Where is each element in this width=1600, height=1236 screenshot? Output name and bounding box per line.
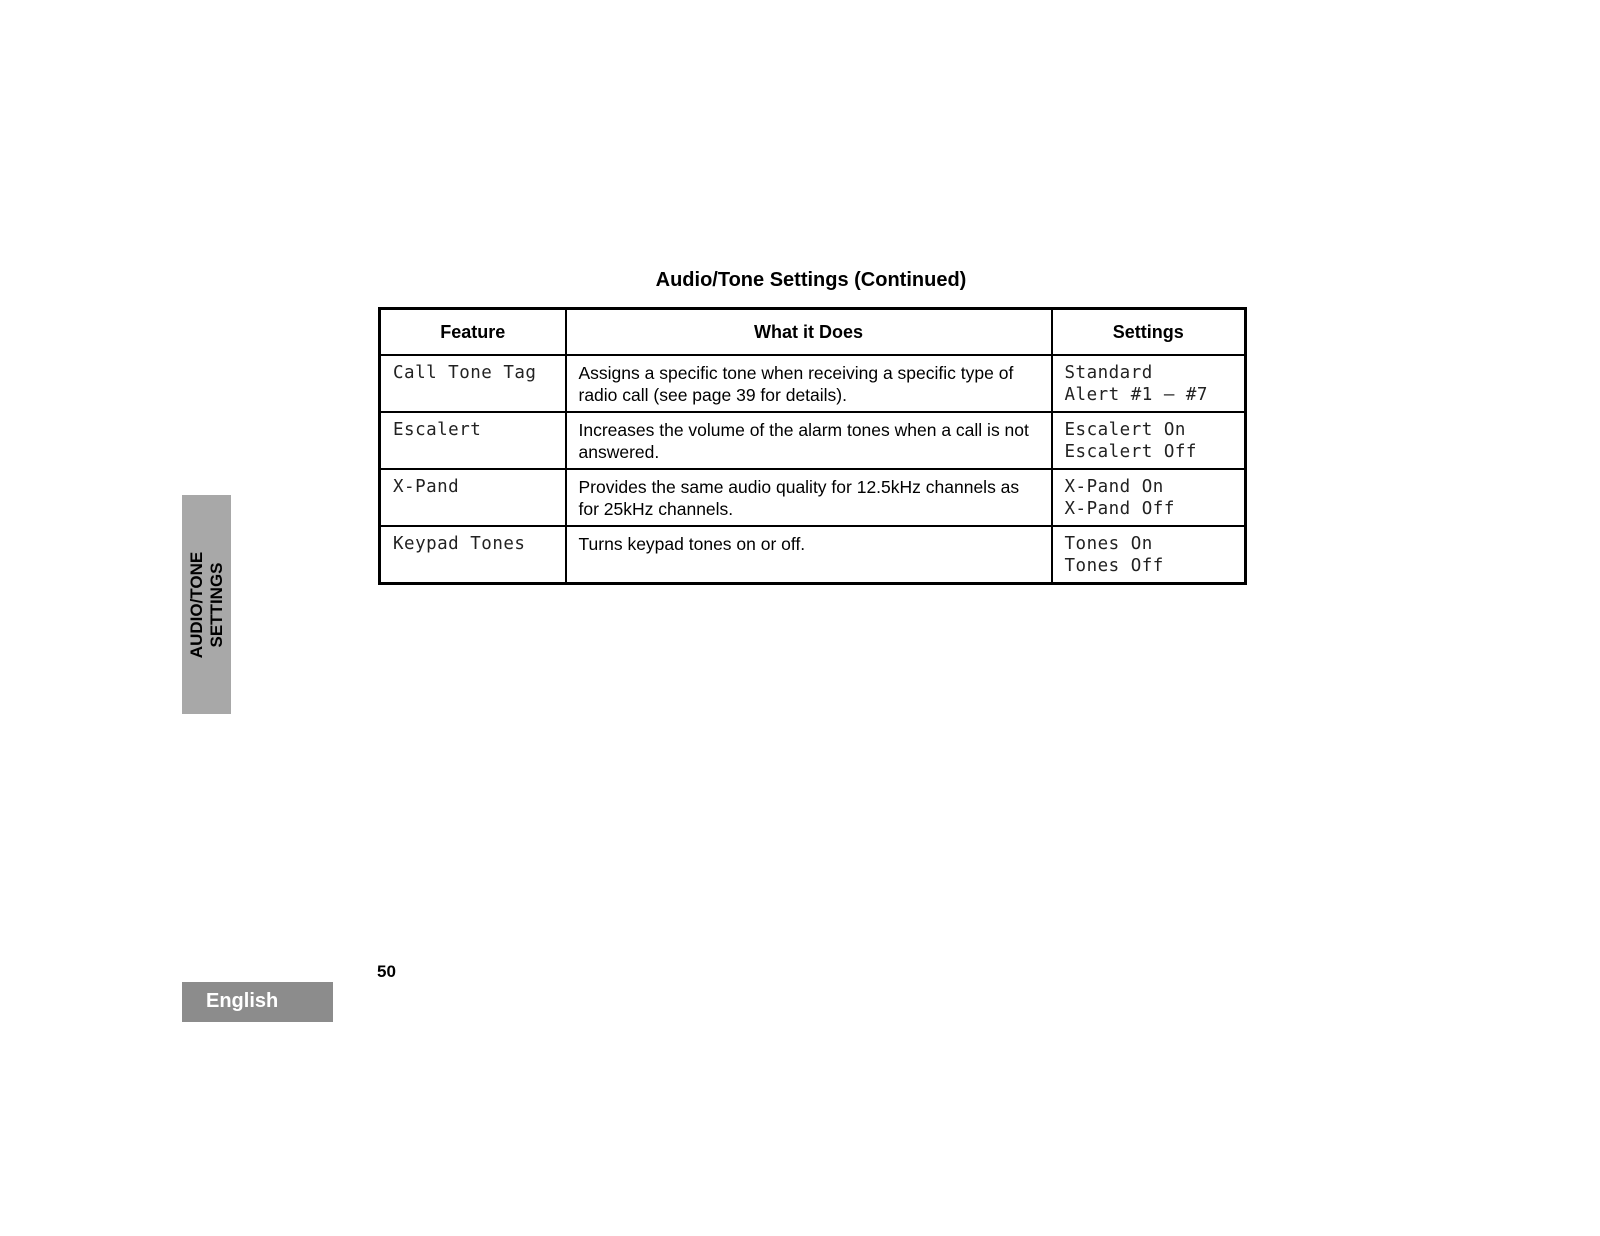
feature-name: Keypad Tones [393,534,526,554]
setting-option: Standard [1064,363,1153,383]
description-cell: Increases the volume of the alarm tones when a call is not answered. [566,412,1052,469]
feature-name: Escalert [393,420,482,440]
settings-cell [1052,469,1246,526]
side-tab-line-2: SETTINGS [206,561,226,648]
table-row [380,469,1246,526]
setting-option: X-Pand On [1064,477,1164,497]
feature-name: Call Tone Tag [393,363,537,383]
header-what-it-does: What it Does [566,309,1052,356]
feature-cell [380,412,566,469]
settings-cell [1052,526,1246,583]
setting-option: Escalert On [1064,420,1186,440]
feature-cell [380,355,566,412]
settings-cell [1052,355,1246,412]
feature-name: X-Pand [393,477,460,497]
page-number: 50 [377,962,396,981]
description-cell: Assigns a specific tone when receiving a specific type of radio call (see page 39 for details). [566,355,1052,412]
settings-cell [1052,412,1246,469]
section-side-tab [182,495,231,714]
header-feature: Feature [380,309,566,356]
table-title: Audio/Tone Settings (Continued) [655,269,967,291]
table-header-row [380,309,1246,356]
setting-option: Alert #1 – #7 [1064,385,1208,405]
description-cell: Provides the same audio quality for 12.5kHz channels as for 25kHz channels. [566,469,1052,526]
audio-tone-settings-table [378,307,1247,585]
section-side-tab-label [187,551,227,657]
language-tab [182,982,333,1022]
header-settings: Settings [1052,309,1246,356]
feature-cell [380,469,566,526]
table-row [380,526,1246,583]
setting-option: Tones Off [1064,556,1164,576]
side-tab-line-1: AUDIO/TONE [186,551,206,658]
table-row [380,412,1246,469]
language-tab-label: English [206,990,279,1012]
setting-option: Escalert Off [1064,442,1197,462]
feature-cell [380,526,566,583]
table-row [380,355,1246,412]
description-cell: Turns keypad tones on or off. [566,526,1052,583]
setting-option: X-Pand Off [1064,499,1175,519]
setting-option: Tones On [1064,534,1153,554]
